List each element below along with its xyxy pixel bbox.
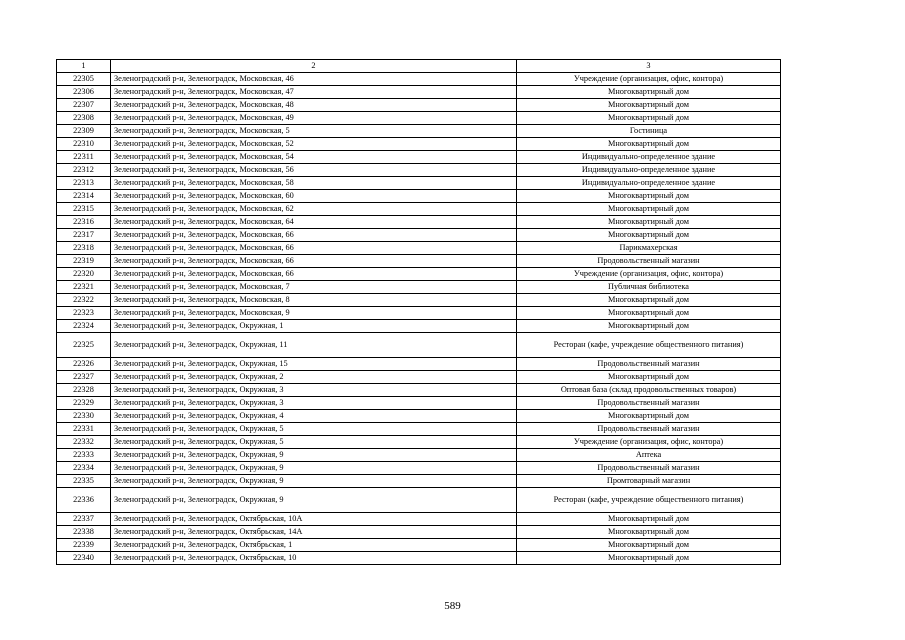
table-row: [57, 73, 781, 86]
row-type-cell: Многоквартирный дом: [517, 307, 781, 320]
table-row: [57, 112, 781, 125]
column-header-1: 1: [57, 60, 111, 73]
row-address-cell: Зеленоградский р-н, Зеленоградск, Окружная, 3: [111, 384, 517, 397]
table-row: [57, 281, 781, 294]
table-row: [57, 125, 781, 138]
row-id-cell: 22335: [57, 475, 111, 488]
row-address-cell: Зеленоградский р-н, Зеленоградск, Московская, 46: [111, 73, 517, 86]
row-address-cell: Зеленоградский р-н, Зеленоградск, Окружная, 5: [111, 436, 517, 449]
row-type-cell: Ресторан (кафе, учреждение общественного питания): [517, 333, 781, 358]
row-type-cell: Учреждение (организация, офис, контора): [517, 73, 781, 86]
row-address-cell: Зеленоградский р-н, Зеленоградск, Октябрьская, 10А: [111, 513, 517, 526]
row-type-cell: Многоквартирный дом: [517, 86, 781, 99]
row-id-cell: 22326: [57, 358, 111, 371]
row-type-cell: Учреждение (организация, офис, контора): [517, 436, 781, 449]
row-address-cell: Зеленоградский р-н, Зеленоградск, Московская, 64: [111, 216, 517, 229]
row-id-cell: 22322: [57, 294, 111, 307]
row-type-cell: Многоквартирный дом: [517, 513, 781, 526]
row-id-cell: 22332: [57, 436, 111, 449]
row-address-cell: Зеленоградский р-н, Зеленоградск, Окружная, 2: [111, 371, 517, 384]
table-row: [57, 190, 781, 203]
table-row: [57, 436, 781, 449]
table-row: [57, 320, 781, 333]
table-row: [57, 294, 781, 307]
row-id-cell: 22318: [57, 242, 111, 255]
row-address-cell: Зеленоградский р-н, Зеленоградск, Окружная, 3: [111, 397, 517, 410]
row-id-cell: 22306: [57, 86, 111, 99]
row-address-cell: Зеленоградский р-н, Зеленоградск, Окружная, 4: [111, 410, 517, 423]
row-id-cell: 22323: [57, 307, 111, 320]
table-row: [57, 268, 781, 281]
row-id-cell: 22333: [57, 449, 111, 462]
row-type-cell: Многоквартирный дом: [517, 552, 781, 565]
row-address-cell: Зеленоградский р-н, Зеленоградск, Московская, 9: [111, 307, 517, 320]
row-address-cell: Зеленоградский р-н, Зеленоградск, Московская, 8: [111, 294, 517, 307]
row-address-cell: Зеленоградский р-н, Зеленоградск, Окружная, 9: [111, 462, 517, 475]
table-row: [57, 229, 781, 242]
row-type-cell: Продовольственный магазин: [517, 397, 781, 410]
row-type-cell: Многоквартирный дом: [517, 320, 781, 333]
row-id-cell: 22307: [57, 99, 111, 112]
table-row: [57, 138, 781, 151]
row-address-cell: Зеленоградский р-н, Зеленоградск, Окружная, 9: [111, 449, 517, 462]
row-type-cell: Многоквартирный дом: [517, 112, 781, 125]
row-type-cell: Многоквартирный дом: [517, 203, 781, 216]
row-type-cell: Аптека: [517, 449, 781, 462]
row-id-cell: 22331: [57, 423, 111, 436]
row-type-cell: Парикмахерская: [517, 242, 781, 255]
table-row: [57, 539, 781, 552]
table-row: [57, 307, 781, 320]
row-id-cell: 22334: [57, 462, 111, 475]
row-id-cell: 22308: [57, 112, 111, 125]
row-type-cell: Продовольственный магазин: [517, 358, 781, 371]
row-address-cell: Зеленоградский р-н, Зеленоградск, Октябрьская, 14А: [111, 526, 517, 539]
row-type-cell: Индивидуально-определенное здание: [517, 151, 781, 164]
row-id-cell: 22324: [57, 320, 111, 333]
row-address-cell: Зеленоградский р-н, Зеленоградск, Московская, 49: [111, 112, 517, 125]
row-address-cell: Зеленоградский р-н, Зеленоградск, Октябрьская, 1: [111, 539, 517, 552]
row-address-cell: Зеленоградский р-н, Зеленоградск, Московская, 66: [111, 242, 517, 255]
row-id-cell: 22340: [57, 552, 111, 565]
table-row: [57, 462, 781, 475]
row-address-cell: Зеленоградский р-н, Зеленоградск, Московская, 5: [111, 125, 517, 138]
row-type-cell: Продовольственный магазин: [517, 462, 781, 475]
row-id-cell: 22320: [57, 268, 111, 281]
row-type-cell: Учреждение (организация, офис, контора): [517, 268, 781, 281]
table-row: [57, 358, 781, 371]
row-address-cell: Зеленоградский р-н, Зеленоградск, Московская, 58: [111, 177, 517, 190]
column-header-2: 2: [111, 60, 517, 73]
table-row: [57, 333, 781, 358]
row-type-cell: Публичная библиотека: [517, 281, 781, 294]
row-id-cell: 22327: [57, 371, 111, 384]
table-row: [57, 203, 781, 216]
row-type-cell: Индивидуально-определенное здание: [517, 164, 781, 177]
row-id-cell: 22338: [57, 526, 111, 539]
row-type-cell: Промтоварный магазин: [517, 475, 781, 488]
page-number: 589: [444, 600, 461, 612]
row-type-cell: Многоквартирный дом: [517, 294, 781, 307]
row-id-cell: 22310: [57, 138, 111, 151]
row-type-cell: Гостиница: [517, 125, 781, 138]
table-row: [57, 371, 781, 384]
table-row: [57, 488, 781, 513]
row-type-cell: Продовольственный магазин: [517, 423, 781, 436]
row-id-cell: 22305: [57, 73, 111, 86]
table-row: [57, 216, 781, 229]
table-row: [57, 397, 781, 410]
table-row: [57, 513, 781, 526]
table-row: [57, 410, 781, 423]
row-type-cell: Многоквартирный дом: [517, 216, 781, 229]
row-type-cell: Ресторан (кафе, учреждение общественного питания): [517, 488, 781, 513]
row-id-cell: 22309: [57, 125, 111, 138]
row-address-cell: Зеленоградский р-н, Зеленоградск, Окружная, 15: [111, 358, 517, 371]
row-type-cell: Индивидуально-определенное здание: [517, 177, 781, 190]
row-type-cell: Продовольственный магазин: [517, 255, 781, 268]
row-id-cell: 22313: [57, 177, 111, 190]
row-address-cell: Зеленоградский р-н, Зеленоградск, Московская, 62: [111, 203, 517, 216]
row-address-cell: Зеленоградский р-н, Зеленоградск, Московская, 66: [111, 229, 517, 242]
row-address-cell: Зеленоградский р-н, Зеленоградск, Окружная, 9: [111, 475, 517, 488]
row-id-cell: 22316: [57, 216, 111, 229]
row-id-cell: 22321: [57, 281, 111, 294]
row-id-cell: 22328: [57, 384, 111, 397]
table-row: [57, 164, 781, 177]
table-row: [57, 423, 781, 436]
row-address-cell: Зеленоградский р-н, Зеленоградск, Московская, 66: [111, 255, 517, 268]
row-address-cell: Зеленоградский р-н, Зеленоградск, Окружная, 1: [111, 320, 517, 333]
row-address-cell: Зеленоградский р-н, Зеленоградск, Московская, 7: [111, 281, 517, 294]
row-address-cell: Зеленоградский р-н, Зеленоградск, Московская, 47: [111, 86, 517, 99]
table-row: [57, 552, 781, 565]
column-header-3: 3: [517, 60, 781, 73]
table-row: [57, 526, 781, 539]
table-row: [57, 177, 781, 190]
row-address-cell: Зеленоградский р-н, Зеленоградск, Окружная, 5: [111, 423, 517, 436]
table-row: [57, 449, 781, 462]
row-type-cell: Многоквартирный дом: [517, 371, 781, 384]
row-address-cell: Зеленоградский р-н, Зеленоградск, Московская, 66: [111, 268, 517, 281]
row-id-cell: 22312: [57, 164, 111, 177]
row-type-cell: Многоквартирный дом: [517, 99, 781, 112]
row-type-cell: Многоквартирный дом: [517, 526, 781, 539]
row-id-cell: 22314: [57, 190, 111, 203]
row-type-cell: Многоквартирный дом: [517, 229, 781, 242]
row-id-cell: 22337: [57, 513, 111, 526]
row-address-cell: Зеленоградский р-н, Зеленоградск, Московская, 54: [111, 151, 517, 164]
row-id-cell: 22325: [57, 333, 111, 358]
row-id-cell: 22336: [57, 488, 111, 513]
table-row: [57, 384, 781, 397]
table-row: [57, 475, 781, 488]
row-id-cell: 22339: [57, 539, 111, 552]
row-id-cell: 22330: [57, 410, 111, 423]
row-address-cell: Зеленоградский р-н, Зеленоградск, Московская, 52: [111, 138, 517, 151]
row-type-cell: Многоквартирный дом: [517, 190, 781, 203]
table-row: [57, 242, 781, 255]
row-address-cell: Зеленоградский р-н, Зеленоградск, Октябрьская, 10: [111, 552, 517, 565]
row-type-cell: Многоквартирный дом: [517, 138, 781, 151]
document-table: [56, 59, 781, 565]
row-id-cell: 22329: [57, 397, 111, 410]
row-id-cell: 22319: [57, 255, 111, 268]
row-type-cell: Многоквартирный дом: [517, 539, 781, 552]
row-address-cell: Зеленоградский р-н, Зеленоградск, Московская, 48: [111, 99, 517, 112]
row-type-cell: Многоквартирный дом: [517, 410, 781, 423]
row-id-cell: 22311: [57, 151, 111, 164]
row-id-cell: 22317: [57, 229, 111, 242]
table-header-row: [57, 60, 781, 73]
table-row: [57, 151, 781, 164]
table-row: [57, 86, 781, 99]
row-address-cell: Зеленоградский р-н, Зеленоградск, Московская, 56: [111, 164, 517, 177]
table-row: [57, 99, 781, 112]
row-type-cell: Оптовая база (склад продовольственных товаров): [517, 384, 781, 397]
row-id-cell: 22315: [57, 203, 111, 216]
row-address-cell: Зеленоградский р-н, Зеленоградск, Московская, 60: [111, 190, 517, 203]
table-body: [57, 73, 781, 565]
row-address-cell: Зеленоградский р-н, Зеленоградск, Окружная, 11: [111, 333, 517, 358]
table-row: [57, 255, 781, 268]
row-address-cell: Зеленоградский р-н, Зеленоградск, Окружная, 9: [111, 488, 517, 513]
